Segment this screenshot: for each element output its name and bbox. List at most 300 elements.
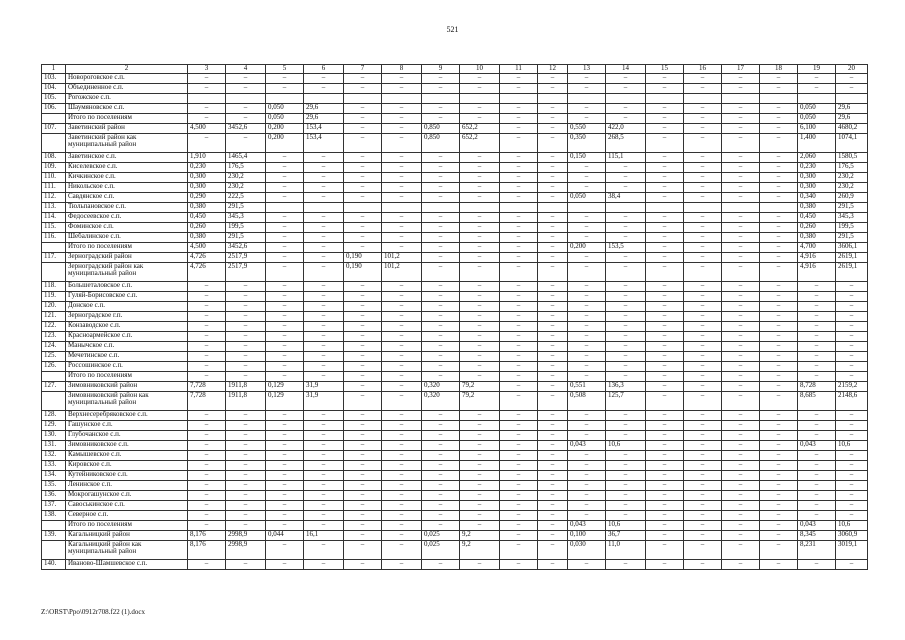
value-cell: – <box>760 243 798 253</box>
value-cell: – <box>798 302 836 312</box>
row-number-cell: 109. <box>42 163 66 173</box>
value-cell: – <box>266 84 304 94</box>
value-cell: – <box>684 253 722 263</box>
value-cell: – <box>760 362 798 372</box>
value-cell: – <box>646 382 684 392</box>
value-cell: – <box>568 84 606 94</box>
value-cell: – <box>266 332 304 342</box>
value-cell: – <box>568 233 606 243</box>
value-cell: – <box>500 541 538 560</box>
value-cell: – <box>226 491 266 501</box>
territory-name-cell: Северное с.п. <box>66 511 188 521</box>
value-cell: – <box>606 501 646 511</box>
table-row <box>42 114 868 124</box>
value-cell: – <box>500 114 538 124</box>
value-cell: – <box>344 153 382 163</box>
value-cell: – <box>722 362 760 372</box>
value-cell: – <box>646 223 684 233</box>
value-cell: 0,260 <box>188 223 226 233</box>
value-cell: – <box>538 541 568 560</box>
value-cell: – <box>568 183 606 193</box>
value-cell: – <box>538 560 568 570</box>
value-cell: 230,2 <box>226 173 266 183</box>
value-cell: – <box>382 431 422 441</box>
value-cell: 4,726 <box>188 263 226 282</box>
value-cell: – <box>836 431 868 441</box>
value-cell: – <box>188 471 226 481</box>
table-row <box>42 461 868 471</box>
value-cell: – <box>344 431 382 441</box>
row-number-cell <box>42 114 66 124</box>
value-cell: – <box>460 342 500 352</box>
value-cell: – <box>568 104 606 114</box>
value-cell: – <box>188 560 226 570</box>
value-cell: – <box>500 332 538 342</box>
value-cell: – <box>538 173 568 183</box>
value-cell: – <box>836 501 868 511</box>
value-cell: – <box>266 441 304 451</box>
value-cell <box>684 203 722 213</box>
value-cell: – <box>684 411 722 421</box>
value-cell: 0,380 <box>798 233 836 243</box>
territory-name-cell: Кичкинское с.п. <box>66 173 188 183</box>
value-cell: – <box>646 441 684 451</box>
value-cell: – <box>304 233 344 243</box>
value-cell: – <box>266 263 304 282</box>
territory-name-cell: Россошинское с.п. <box>66 362 188 372</box>
value-cell: – <box>722 312 760 322</box>
row-number-cell <box>42 521 66 531</box>
value-cell: – <box>344 362 382 372</box>
value-cell: – <box>538 481 568 491</box>
value-cell: 1465,4 <box>226 153 266 163</box>
row-number-cell: 133. <box>42 461 66 471</box>
value-cell: – <box>646 173 684 183</box>
value-cell: – <box>344 511 382 521</box>
value-cell: – <box>422 362 460 372</box>
value-cell: – <box>226 421 266 431</box>
value-cell: – <box>500 173 538 183</box>
value-cell: – <box>500 481 538 491</box>
value-cell: – <box>568 352 606 362</box>
value-cell: 4680,2 <box>836 124 868 134</box>
value-cell: – <box>304 560 344 570</box>
value-cell: 153,4 <box>304 124 344 134</box>
value-cell: – <box>798 511 836 521</box>
value-cell: – <box>422 282 460 292</box>
value-cell: – <box>760 322 798 332</box>
value-cell: – <box>722 193 760 203</box>
value-cell: – <box>538 153 568 163</box>
value-cell: – <box>344 134 382 153</box>
value-cell: – <box>684 362 722 372</box>
value-cell: – <box>344 560 382 570</box>
value-cell: – <box>684 114 722 124</box>
value-cell: – <box>836 481 868 491</box>
value-cell: – <box>684 372 722 382</box>
value-cell: 2998,9 <box>226 531 266 541</box>
value-cell: – <box>722 491 760 501</box>
value-cell: – <box>188 104 226 114</box>
value-cell: – <box>304 332 344 342</box>
value-cell: 0,340 <box>798 193 836 203</box>
value-cell: – <box>568 421 606 431</box>
value-cell: 29,6 <box>836 104 868 114</box>
value-cell: – <box>798 501 836 511</box>
value-cell: 0,850 <box>422 134 460 153</box>
value-cell: – <box>646 104 684 114</box>
value-cell: – <box>188 411 226 421</box>
value-cell: – <box>836 292 868 302</box>
column-header: 20 <box>836 65 868 74</box>
table-row <box>42 74 868 84</box>
value-cell: – <box>422 521 460 531</box>
row-number-cell: 129. <box>42 421 66 431</box>
value-cell: – <box>760 153 798 163</box>
value-cell: 0,300 <box>798 183 836 193</box>
value-cell: – <box>568 342 606 352</box>
value-cell: 4,500 <box>188 243 226 253</box>
value-cell: – <box>500 243 538 253</box>
value-cell: 0,300 <box>798 173 836 183</box>
row-number-cell: 137. <box>42 501 66 511</box>
value-cell: – <box>798 411 836 421</box>
value-cell: – <box>538 342 568 352</box>
row-number-cell: 117. <box>42 253 66 263</box>
value-cell: 31,9 <box>304 382 344 392</box>
value-cell: – <box>188 342 226 352</box>
value-cell: – <box>606 84 646 94</box>
value-cell: – <box>344 392 382 411</box>
value-cell: – <box>722 302 760 312</box>
value-cell: – <box>382 411 422 421</box>
value-cell: – <box>344 223 382 233</box>
value-cell: – <box>460 84 500 94</box>
value-cell: – <box>344 124 382 134</box>
value-cell: – <box>344 213 382 223</box>
table-row <box>42 491 868 501</box>
territory-name-cell: Федосеевское с.п. <box>66 213 188 223</box>
territory-name-cell: Донское с.п. <box>66 302 188 312</box>
column-header: 13 <box>568 65 606 74</box>
value-cell: 8,231 <box>798 541 836 560</box>
value-cell: – <box>538 471 568 481</box>
value-cell <box>836 94 868 104</box>
territory-name-cell: Большеталовское с.п. <box>66 282 188 292</box>
value-cell: – <box>304 441 344 451</box>
value-cell: 153,4 <box>304 134 344 153</box>
value-cell: – <box>722 183 760 193</box>
row-number-cell: 110. <box>42 173 66 183</box>
value-cell: 3606,1 <box>836 243 868 253</box>
territory-name-cell: Никольское с.п. <box>66 183 188 193</box>
value-cell: – <box>568 74 606 84</box>
value-cell: – <box>304 352 344 362</box>
value-cell: – <box>760 451 798 461</box>
value-cell: – <box>646 74 684 84</box>
value-cell: – <box>500 183 538 193</box>
row-number-cell: 105. <box>42 94 66 104</box>
value-cell: – <box>344 352 382 362</box>
row-number-cell <box>42 392 66 411</box>
value-cell: – <box>760 253 798 263</box>
value-cell: – <box>798 322 836 332</box>
value-cell: – <box>500 74 538 84</box>
value-cell: – <box>538 253 568 263</box>
value-cell: – <box>538 282 568 292</box>
value-cell: 0,260 <box>798 223 836 233</box>
value-cell: – <box>188 461 226 471</box>
value-cell: – <box>646 352 684 362</box>
value-cell: – <box>460 491 500 501</box>
territory-name-cell: Кутейниковское с.п. <box>66 471 188 481</box>
value-cell: – <box>646 481 684 491</box>
value-cell: – <box>382 362 422 372</box>
table-row <box>42 124 868 134</box>
table-row <box>42 253 868 263</box>
table-row <box>42 243 868 253</box>
value-cell: 0,200 <box>266 124 304 134</box>
value-cell: – <box>266 193 304 203</box>
value-cell: – <box>422 223 460 233</box>
value-cell: 0,190 <box>344 253 382 263</box>
value-cell: 38,4 <box>606 193 646 203</box>
value-cell: 31,9 <box>304 392 344 411</box>
value-cell: – <box>500 292 538 302</box>
value-cell: 0,300 <box>188 173 226 183</box>
value-cell: – <box>722 282 760 292</box>
value-cell <box>500 203 538 213</box>
value-cell: – <box>722 213 760 223</box>
territory-name-cell: Зерноградский район как муниципальный район <box>66 263 188 282</box>
territory-name-cell: Заветинский район как муниципальный район <box>66 134 188 153</box>
table-row <box>42 223 868 233</box>
value-cell: – <box>836 282 868 292</box>
value-cell: – <box>760 134 798 153</box>
value-cell: 0,380 <box>188 233 226 243</box>
value-cell: – <box>500 372 538 382</box>
value-cell: – <box>422 114 460 124</box>
value-cell: – <box>500 223 538 233</box>
value-cell: – <box>382 372 422 382</box>
row-number-cell: 128. <box>42 411 66 421</box>
value-cell: – <box>646 342 684 352</box>
value-cell: – <box>798 352 836 362</box>
value-cell: – <box>606 451 646 461</box>
value-cell: – <box>344 451 382 461</box>
value-cell: – <box>722 511 760 521</box>
value-cell: – <box>266 491 304 501</box>
row-number-cell: 121. <box>42 312 66 322</box>
value-cell: – <box>760 282 798 292</box>
value-cell: – <box>684 491 722 501</box>
value-cell: – <box>798 84 836 94</box>
value-cell <box>568 203 606 213</box>
value-cell: – <box>684 292 722 302</box>
value-cell: – <box>382 461 422 471</box>
value-cell: – <box>568 332 606 342</box>
value-cell <box>684 94 722 104</box>
table-row <box>42 282 868 292</box>
value-cell: 0,380 <box>188 203 226 213</box>
value-cell: – <box>344 193 382 203</box>
value-cell: – <box>760 521 798 531</box>
value-cell: – <box>382 491 422 501</box>
value-cell <box>646 203 684 213</box>
value-cell: – <box>722 441 760 451</box>
value-cell: – <box>188 451 226 461</box>
row-number-cell <box>42 134 66 153</box>
value-cell: – <box>798 471 836 481</box>
value-cell: – <box>460 223 500 233</box>
value-cell: – <box>460 282 500 292</box>
value-cell: – <box>568 461 606 471</box>
value-cell <box>344 203 382 213</box>
value-cell: – <box>684 421 722 431</box>
value-cell: – <box>382 342 422 352</box>
row-number-cell <box>42 372 66 382</box>
value-cell: – <box>460 243 500 253</box>
value-cell: – <box>798 362 836 372</box>
value-cell: – <box>798 312 836 322</box>
value-cell: – <box>684 213 722 223</box>
page-number: 521 <box>446 25 459 34</box>
territory-name-cell: Зимовниковский район как муниципальный район <box>66 392 188 411</box>
value-cell: – <box>344 173 382 183</box>
value-cell: – <box>188 322 226 332</box>
value-cell: – <box>568 511 606 521</box>
value-cell: – <box>760 441 798 451</box>
value-cell: – <box>798 282 836 292</box>
value-cell: – <box>606 163 646 173</box>
value-cell: – <box>798 451 836 461</box>
value-cell: 8,176 <box>188 541 226 560</box>
value-cell: – <box>606 292 646 302</box>
value-cell: – <box>266 471 304 481</box>
value-cell: – <box>226 461 266 471</box>
territory-name-cell: Мечетинское с.п. <box>66 352 188 362</box>
value-cell: – <box>344 312 382 322</box>
value-cell: – <box>568 114 606 124</box>
value-cell: – <box>760 223 798 233</box>
table-row <box>42 421 868 431</box>
column-header: 15 <box>646 65 684 74</box>
value-cell: – <box>722 74 760 84</box>
value-cell: – <box>500 491 538 501</box>
value-cell: – <box>568 451 606 461</box>
value-cell: – <box>188 302 226 312</box>
value-cell: – <box>344 372 382 382</box>
value-cell: 0,190 <box>344 263 382 282</box>
value-cell: – <box>722 233 760 243</box>
column-header: 2 <box>66 65 188 74</box>
value-cell: – <box>344 243 382 253</box>
column-header: 14 <box>606 65 646 74</box>
value-cell: 0,850 <box>422 124 460 134</box>
value-cell: 0,320 <box>422 382 460 392</box>
table-row <box>42 441 868 451</box>
column-header: 5 <box>266 65 304 74</box>
value-cell: 8,728 <box>798 382 836 392</box>
value-cell: 0,320 <box>422 392 460 411</box>
value-cell: – <box>760 114 798 124</box>
value-cell: – <box>606 74 646 84</box>
value-cell: – <box>460 511 500 521</box>
territory-name-cell: Итого по поселениям <box>66 372 188 382</box>
table-row <box>42 332 868 342</box>
value-cell: – <box>422 312 460 322</box>
territory-name-cell: Верхнесеребряковское с.п. <box>66 411 188 421</box>
table-row <box>42 431 868 441</box>
value-cell: 115,1 <box>606 153 646 163</box>
table-row <box>42 471 868 481</box>
value-cell: – <box>188 491 226 501</box>
row-number-cell: 140. <box>42 560 66 570</box>
value-cell: 1911,8 <box>226 392 266 411</box>
value-cell: 1911,8 <box>226 382 266 392</box>
table-row <box>42 382 868 392</box>
value-cell: – <box>538 501 568 511</box>
value-cell: – <box>722 223 760 233</box>
territory-name-cell: Шаумяновское с.п. <box>66 104 188 114</box>
value-cell: – <box>500 382 538 392</box>
value-cell: – <box>422 451 460 461</box>
value-cell: – <box>344 104 382 114</box>
row-number-cell: 107. <box>42 124 66 134</box>
table-row <box>42 203 868 213</box>
value-cell: 6,100 <box>798 124 836 134</box>
value-cell: 29,6 <box>304 114 344 124</box>
value-cell: – <box>304 253 344 263</box>
value-cell: – <box>646 233 684 243</box>
value-cell: – <box>760 511 798 521</box>
value-cell: – <box>344 441 382 451</box>
value-cell: – <box>304 491 344 501</box>
value-cell: – <box>606 213 646 223</box>
value-cell: – <box>304 431 344 441</box>
value-cell: – <box>568 372 606 382</box>
value-cell: 10,6 <box>606 521 646 531</box>
value-cell: – <box>382 292 422 302</box>
row-number-cell: 130. <box>42 431 66 441</box>
value-cell: – <box>798 491 836 501</box>
table-row <box>42 322 868 332</box>
column-header: 7 <box>344 65 382 74</box>
value-cell: – <box>266 213 304 223</box>
value-cell: – <box>226 134 266 153</box>
row-number-cell: 114. <box>42 213 66 223</box>
value-cell: – <box>460 104 500 114</box>
value-cell: – <box>188 74 226 84</box>
value-cell: 0,043 <box>798 521 836 531</box>
value-cell: – <box>226 560 266 570</box>
value-cell: 2148,6 <box>836 392 868 411</box>
value-cell: – <box>304 173 344 183</box>
value-cell <box>568 94 606 104</box>
value-cell: – <box>568 411 606 421</box>
value-cell: – <box>798 481 836 491</box>
value-cell: 0,030 <box>568 541 606 560</box>
value-cell: 0,050 <box>798 104 836 114</box>
row-number-cell: 112. <box>42 193 66 203</box>
value-cell: – <box>266 302 304 312</box>
row-number-cell <box>42 243 66 253</box>
value-cell: – <box>606 183 646 193</box>
table-row <box>42 104 868 114</box>
value-cell: – <box>684 124 722 134</box>
value-cell: – <box>266 223 304 233</box>
value-cell: – <box>188 312 226 322</box>
